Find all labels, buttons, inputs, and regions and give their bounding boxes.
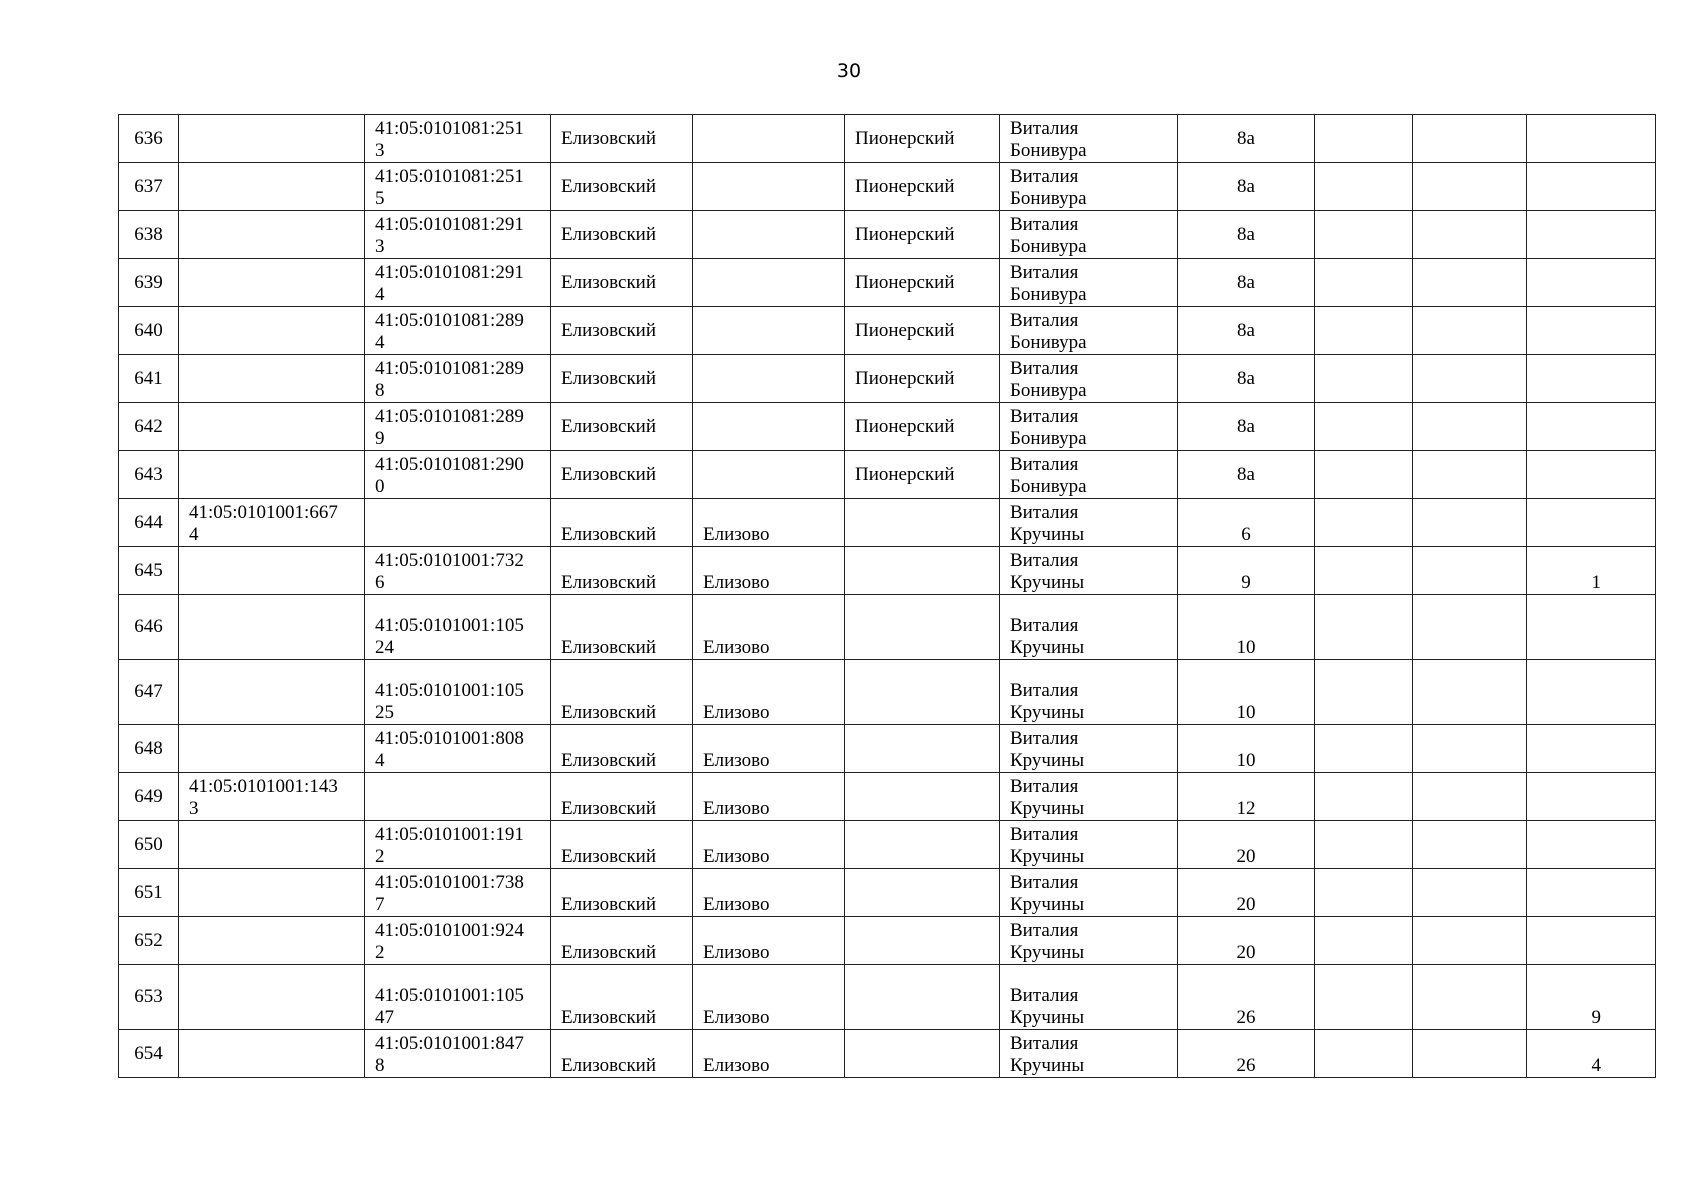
structure-cell: [1413, 821, 1527, 869]
table-body: [119, 115, 1656, 1078]
table-row: [119, 499, 1656, 547]
parent-cadastral-number: [179, 965, 365, 1030]
house-number: 8а: [1178, 451, 1315, 499]
house-number: 8а: [1178, 403, 1315, 451]
district: Елизовский: [551, 1030, 693, 1078]
house-number: 8а: [1178, 355, 1315, 403]
house-number: 12: [1178, 773, 1315, 821]
apartment-number: [1527, 355, 1656, 403]
parent-cadastral-number: [179, 307, 365, 355]
town: [693, 211, 845, 259]
street: Виталия Кручины: [1000, 547, 1178, 595]
parent-cadastral-number: [179, 451, 365, 499]
structure-cell: [1413, 725, 1527, 773]
row-number: 637: [119, 163, 179, 211]
town: [693, 355, 845, 403]
house-number: 8а: [1178, 211, 1315, 259]
cadastral-number: 41:05:0101081:289 8: [365, 355, 551, 403]
table-row: [119, 917, 1656, 965]
street: Виталия Кручины: [1000, 917, 1178, 965]
structure-cell: [1413, 499, 1527, 547]
cadastral-number: 41:05:0101081:289 4: [365, 307, 551, 355]
street: Виталия Бонивура: [1000, 259, 1178, 307]
table-row: [119, 725, 1656, 773]
page-number: 30: [836, 60, 862, 82]
street: Виталия Кручины: [1000, 869, 1178, 917]
parent-cadastral-number: [179, 115, 365, 163]
parent-cadastral-number: [179, 869, 365, 917]
row-number: 647: [119, 660, 179, 725]
table-row: [119, 115, 1656, 163]
street: Виталия Бонивура: [1000, 163, 1178, 211]
table-row: [119, 211, 1656, 259]
street: Виталия Кручины: [1000, 595, 1178, 660]
building-cell: [1315, 403, 1413, 451]
district: Елизовский: [551, 660, 693, 725]
settlement: [845, 1030, 1000, 1078]
house-number: 10: [1178, 595, 1315, 660]
settlement: [845, 821, 1000, 869]
district: Елизовский: [551, 725, 693, 773]
cadastral-number: 41:05:0101081:291 3: [365, 211, 551, 259]
row-number: 641: [119, 355, 179, 403]
district: Елизовский: [551, 451, 693, 499]
town: [693, 259, 845, 307]
table-row: [119, 821, 1656, 869]
structure-cell: [1413, 773, 1527, 821]
parent-cadastral-number: [179, 211, 365, 259]
building-cell: [1315, 547, 1413, 595]
town: [693, 307, 845, 355]
parent-cadastral-number: [179, 259, 365, 307]
cadastral-number: 41:05:0101081:251 5: [365, 163, 551, 211]
cadastral-number: 41:05:0101081:251 3: [365, 115, 551, 163]
apartment-number: [1527, 869, 1656, 917]
town: Елизово: [693, 773, 845, 821]
apartment-number: [1527, 595, 1656, 660]
row-number: 653: [119, 965, 179, 1030]
apartment-number: [1527, 259, 1656, 307]
table-row: [119, 965, 1656, 1030]
settlement: [845, 725, 1000, 773]
parent-cadastral-number: [179, 163, 365, 211]
row-number: 649: [119, 773, 179, 821]
row-number: 648: [119, 725, 179, 773]
parent-cadastral-number: [179, 595, 365, 660]
cadastral-number: 41:05:0101081:291 4: [365, 259, 551, 307]
row-number: 651: [119, 869, 179, 917]
street: Виталия Кручины: [1000, 773, 1178, 821]
structure-cell: [1413, 307, 1527, 355]
settlement: [845, 869, 1000, 917]
apartment-number: [1527, 821, 1656, 869]
apartment-number: [1527, 499, 1656, 547]
house-number: 10: [1178, 725, 1315, 773]
structure-cell: [1413, 660, 1527, 725]
parent-cadastral-number: [179, 917, 365, 965]
cadastral-number: 41:05:0101001:738 7: [365, 869, 551, 917]
row-number: 646: [119, 595, 179, 660]
parent-cadastral-number: [179, 660, 365, 725]
building-cell: [1315, 595, 1413, 660]
building-cell: [1315, 917, 1413, 965]
street: Виталия Кручины: [1000, 965, 1178, 1030]
row-number: 636: [119, 115, 179, 163]
apartment-number: [1527, 725, 1656, 773]
district: Елизовский: [551, 965, 693, 1030]
row-number: 639: [119, 259, 179, 307]
town: Елизово: [693, 595, 845, 660]
structure-cell: [1413, 163, 1527, 211]
settlement: Пионерский: [845, 211, 1000, 259]
table-row: [119, 451, 1656, 499]
district: Елизовский: [551, 869, 693, 917]
house-number: 26: [1178, 1030, 1315, 1078]
street: Виталия Бонивура: [1000, 307, 1178, 355]
building-cell: [1315, 307, 1413, 355]
cadastral-number: 41:05:0101001:105 47: [365, 965, 551, 1030]
cadastral-number: 41:05:0101001:924 2: [365, 917, 551, 965]
settlement: [845, 773, 1000, 821]
cadastral-number: 41:05:0101001:732 6: [365, 547, 551, 595]
structure-cell: [1413, 595, 1527, 660]
house-number: 20: [1178, 917, 1315, 965]
street: Виталия Кручины: [1000, 660, 1178, 725]
parent-cadastral-number: [179, 1030, 365, 1078]
settlement: Пионерский: [845, 451, 1000, 499]
town: Елизово: [693, 821, 845, 869]
district: Елизовский: [551, 307, 693, 355]
apartment-number: 9: [1527, 965, 1656, 1030]
building-cell: [1315, 1030, 1413, 1078]
district: Елизовский: [551, 355, 693, 403]
structure-cell: [1413, 965, 1527, 1030]
cadastral-number: 41:05:0101001:105 24: [365, 595, 551, 660]
building-cell: [1315, 965, 1413, 1030]
settlement: Пионерский: [845, 403, 1000, 451]
structure-cell: [1413, 1030, 1527, 1078]
building-cell: [1315, 451, 1413, 499]
settlement: [845, 660, 1000, 725]
town: Елизово: [693, 725, 845, 773]
district: Елизовский: [551, 773, 693, 821]
town: Елизово: [693, 1030, 845, 1078]
building-cell: [1315, 355, 1413, 403]
address-registry-table: [118, 114, 1656, 1078]
house-number: 8а: [1178, 307, 1315, 355]
structure-cell: [1413, 355, 1527, 403]
apartment-number: [1527, 773, 1656, 821]
table-row: [119, 773, 1656, 821]
street: Виталия Кручины: [1000, 821, 1178, 869]
cadastral-number: 41:05:0101001:808 4: [365, 725, 551, 773]
parent-cadastral-number: 41:05:0101001:143 3: [179, 773, 365, 821]
apartment-number: [1527, 917, 1656, 965]
district: Елизовский: [551, 115, 693, 163]
building-cell: [1315, 821, 1413, 869]
row-number: 642: [119, 403, 179, 451]
apartment-number: [1527, 307, 1656, 355]
settlement: Пионерский: [845, 259, 1000, 307]
row-number: 644: [119, 499, 179, 547]
building-cell: [1315, 499, 1413, 547]
row-number: 650: [119, 821, 179, 869]
table-row: [119, 259, 1656, 307]
building-cell: [1315, 773, 1413, 821]
apartment-number: [1527, 211, 1656, 259]
cadastral-number: 41:05:0101001:847 8: [365, 1030, 551, 1078]
apartment-number: 1: [1527, 547, 1656, 595]
street: Виталия Бонивура: [1000, 451, 1178, 499]
table-row: [119, 163, 1656, 211]
district: Елизовский: [551, 821, 693, 869]
table-row: [119, 1030, 1656, 1078]
cadastral-number: [365, 499, 551, 547]
district: Елизовский: [551, 547, 693, 595]
row-number: 638: [119, 211, 179, 259]
parent-cadastral-number: [179, 403, 365, 451]
apartment-number: [1527, 660, 1656, 725]
structure-cell: [1413, 259, 1527, 307]
street: Виталия Кручины: [1000, 1030, 1178, 1078]
building-cell: [1315, 259, 1413, 307]
street: Виталия Бонивура: [1000, 115, 1178, 163]
settlement: [845, 965, 1000, 1030]
town: Елизово: [693, 869, 845, 917]
cadastral-number: 41:05:0101001:191 2: [365, 821, 551, 869]
street: Виталия Кручины: [1000, 725, 1178, 773]
town: Елизово: [693, 660, 845, 725]
apartment-number: 4: [1527, 1030, 1656, 1078]
district: Елизовский: [551, 211, 693, 259]
house-number: 20: [1178, 821, 1315, 869]
structure-cell: [1413, 917, 1527, 965]
table-row: [119, 307, 1656, 355]
row-number: 643: [119, 451, 179, 499]
parent-cadastral-number: [179, 821, 365, 869]
town: [693, 403, 845, 451]
apartment-number: [1527, 115, 1656, 163]
settlement: Пионерский: [845, 163, 1000, 211]
table-row: [119, 355, 1656, 403]
district: Елизовский: [551, 403, 693, 451]
street: Виталия Бонивура: [1000, 211, 1178, 259]
table-row: [119, 547, 1656, 595]
district: Елизовский: [551, 595, 693, 660]
house-number: 20: [1178, 869, 1315, 917]
house-number: 10: [1178, 660, 1315, 725]
town: Елизово: [693, 499, 845, 547]
structure-cell: [1413, 869, 1527, 917]
table-row: [119, 595, 1656, 660]
district: Елизовский: [551, 163, 693, 211]
apartment-number: [1527, 403, 1656, 451]
house-number: 26: [1178, 965, 1315, 1030]
town: Елизово: [693, 965, 845, 1030]
town: [693, 451, 845, 499]
apartment-number: [1527, 451, 1656, 499]
district: Елизовский: [551, 499, 693, 547]
street: Виталия Бонивура: [1000, 355, 1178, 403]
town: Елизово: [693, 547, 845, 595]
row-number: 652: [119, 917, 179, 965]
apartment-number: [1527, 163, 1656, 211]
structure-cell: [1413, 547, 1527, 595]
town: [693, 115, 845, 163]
cadastral-number: [365, 773, 551, 821]
row-number: 640: [119, 307, 179, 355]
street: Виталия Кручины: [1000, 499, 1178, 547]
building-cell: [1315, 869, 1413, 917]
house-number: 6: [1178, 499, 1315, 547]
settlement: [845, 547, 1000, 595]
row-number: 645: [119, 547, 179, 595]
building-cell: [1315, 115, 1413, 163]
district: Елизовский: [551, 259, 693, 307]
building-cell: [1315, 725, 1413, 773]
structure-cell: [1413, 451, 1527, 499]
settlement: Пионерский: [845, 307, 1000, 355]
house-number: 8а: [1178, 115, 1315, 163]
cadastral-number: 41:05:0101001:105 25: [365, 660, 551, 725]
cadastral-number: 41:05:0101081:290 0: [365, 451, 551, 499]
row-number: 654: [119, 1030, 179, 1078]
settlement: [845, 595, 1000, 660]
district: Елизовский: [551, 917, 693, 965]
structure-cell: [1413, 115, 1527, 163]
street: Виталия Бонивура: [1000, 403, 1178, 451]
settlement: Пионерский: [845, 115, 1000, 163]
cadastral-number: 41:05:0101081:289 9: [365, 403, 551, 451]
structure-cell: [1413, 403, 1527, 451]
table-row: [119, 403, 1656, 451]
structure-cell: [1413, 211, 1527, 259]
settlement: [845, 917, 1000, 965]
house-number: 9: [1178, 547, 1315, 595]
building-cell: [1315, 660, 1413, 725]
table-row: [119, 869, 1656, 917]
settlement: Пионерский: [845, 355, 1000, 403]
settlement: [845, 499, 1000, 547]
house-number: 8а: [1178, 163, 1315, 211]
parent-cadastral-number: 41:05:0101001:667 4: [179, 499, 365, 547]
parent-cadastral-number: [179, 725, 365, 773]
parent-cadastral-number: [179, 355, 365, 403]
table-row: [119, 660, 1656, 725]
town: Елизово: [693, 917, 845, 965]
house-number: 8а: [1178, 259, 1315, 307]
building-cell: [1315, 163, 1413, 211]
town: [693, 163, 845, 211]
parent-cadastral-number: [179, 547, 365, 595]
building-cell: [1315, 211, 1413, 259]
